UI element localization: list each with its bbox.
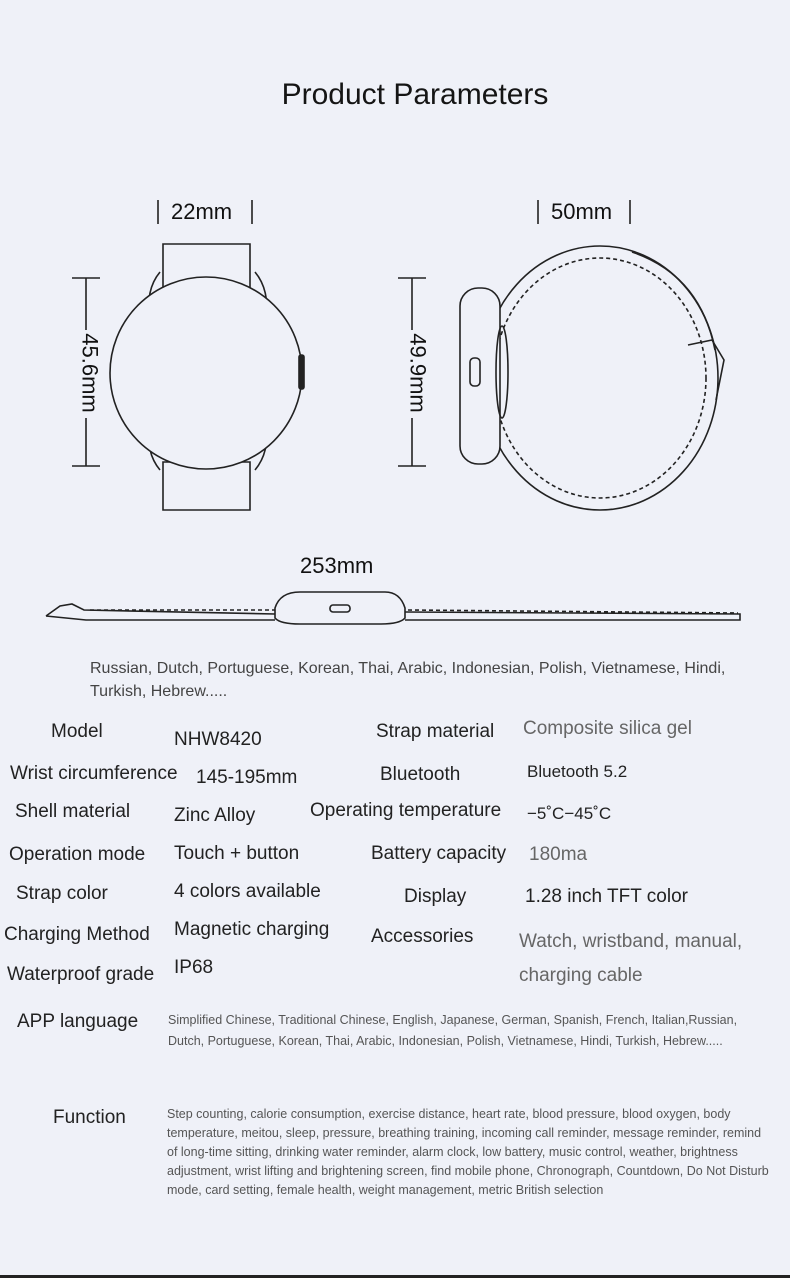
spec-bluetooth-label: Bluetooth <box>380 764 461 785</box>
spec-charging-value: Magnetic charging <box>174 919 330 940</box>
strap-flat-drawing <box>0 580 790 640</box>
spec-operation-label: Operation mode <box>9 844 146 865</box>
side-height-label: 49.9mm <box>405 333 431 413</box>
spec-battery-value: 180ma <box>529 844 588 865</box>
spec-wrist-value: 145-195mm <box>196 767 298 788</box>
spec-display-label: Display <box>404 886 467 907</box>
page-title: Product Parameters <box>281 78 549 111</box>
function-label: Function <box>53 1107 126 1128</box>
spec-model-value: NHW8420 <box>174 729 262 750</box>
spec-battery-label: Battery capacity <box>371 843 507 864</box>
watch-front-drawing <box>0 0 790 540</box>
spec-accessories-value-line2: charging cable <box>519 965 643 986</box>
spec-charging-label: Charging Method <box>4 924 150 945</box>
spec-shell-label: Shell material <box>15 801 131 822</box>
spec-model-label: Model <box>51 721 103 742</box>
spec-waterproof-value: IP68 <box>174 957 214 978</box>
app-language-value: Simplified Chinese, Traditional Chinese, English, Japanese, German, Spanish, French, Italian,Russian, Dutch, Portuguese, Korean, Thai, Arabic, Indonesian, Polish, Vietnamese, Hindi, Turkish, Hebrew..... <box>168 1013 738 1048</box>
spec-accessories-value-line1: Watch, wristband, manual, <box>519 931 743 952</box>
spec-operation-value: Touch + button <box>174 843 300 864</box>
front-width-label: 22mm <box>171 199 233 224</box>
front-height-label: 45.6mm <box>77 333 103 413</box>
spec-display-value: 1.28 inch TFT color <box>525 886 688 907</box>
spec-accessories-label: Accessories <box>371 926 474 947</box>
spec-bluetooth-value: Bluetooth 5.2 <box>527 762 628 781</box>
spec-strap-material-label: Strap material <box>376 721 495 742</box>
strap-length-label: 253mm <box>300 553 374 578</box>
spec-strap-material-value: Composite silica gel <box>523 718 692 739</box>
app-language-label: APP language <box>17 1011 139 1032</box>
languages-partial-text: Russian, Dutch, Portuguese, Korean, Thai, Arabic, Indonesian, Polish, Vietnamese, Hindi, Turkish, Hebrew..... <box>90 660 726 700</box>
spec-waterproof-label: Waterproof grade <box>7 964 155 985</box>
spec-strap-color-value: 4 colors available <box>174 881 321 902</box>
spec-temperature-label: Operating temperature <box>310 800 502 821</box>
function-value: Step counting, calorie consumption, exercise distance, heart rate, blood pressure, blood oxygen, body temperature, meitou, sleep, pressure, breathing training, incoming call reminder, message reminder, remind of long-time sitting, drinking water reminder, alarm clock, low battery, music control, weather, brightness adjustment, wrist lifting and brightening screen, find mobile phone, Chronograph, Countdown, Do Not Disturb mode, card setting, female health, weight management, metric British selection <box>167 1107 769 1197</box>
spec-shell-value: Zinc Alloy <box>174 805 256 826</box>
spec-wrist-label: Wrist circumference <box>10 763 178 784</box>
side-width-label: 50mm <box>551 199 613 224</box>
spec-temperature-value: −5˚C−45˚C <box>527 804 612 823</box>
spec-strap-color-label: Strap color <box>16 883 108 904</box>
